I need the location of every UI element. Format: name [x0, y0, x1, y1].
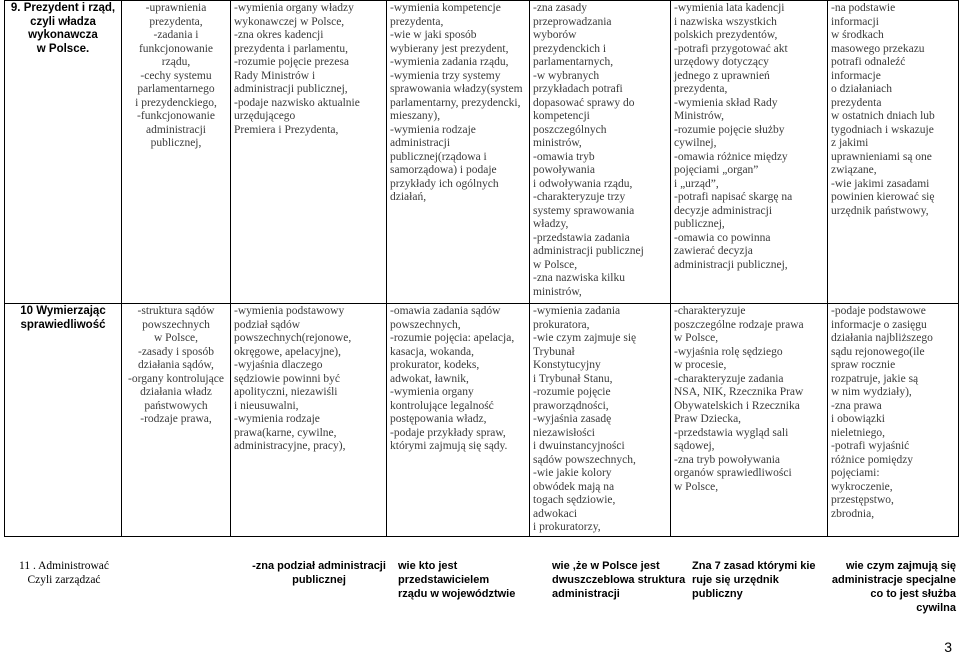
topic-title: 10 Wymierzając sprawiedliwość [20, 305, 106, 331]
topic-title: 9. Prezydent i rząd, czyli władza wykonawcza w Polsce. [10, 2, 116, 55]
requirement-cell [530, 1, 671, 304]
requirement-cell [828, 304, 959, 537]
topic-title: 11 . Administrować Czyli zarządzać [19, 560, 109, 586]
topic-cell [5, 1, 122, 304]
requirement-text: -omawia zadania sądów powszechnych, -rozumie pojęcia: apelacja, kasacja, wokanda, prokurator, kodeks, adwokat, ławnik, -wymienia organy kontrolujące legalność postępowania władz, -podaje przykłady spraw, którymi zajmują się sądy. [390, 305, 515, 452]
requirement-cell [231, 304, 387, 537]
content-text: -struktura sądów powszechnych w Polsce, -zasady i sposób działania sądów, -organy kontrolujące działania władz państwowych -rodzaje prawa, [128, 305, 224, 425]
requirement-text: -zna podział administracji publicznej [252, 560, 386, 586]
requirement-cell [231, 1, 387, 304]
table-row [5, 304, 959, 537]
content-cell [122, 304, 231, 537]
requirement-text: -zna zasady przeprowadzania wyborów prezydenckich i parlamentarnych, -w wybranych przykładach potrafi dopasować sprawy do kompetencji poszczególnych ministrów, -omawia tryb powoływania i odwoływania rządu, -charakteryzuje trzy systemy sprawowania władzy, -przedstawia zadania administracji publicznej w Polsce, -zna nazwiska kilku ministrów, [533, 2, 644, 298]
requirement-cell [671, 304, 828, 537]
requirement-cell [387, 1, 530, 304]
requirement-text: Zna 7 zasad którymi kie ruje się urzędnik publiczny [692, 560, 816, 600]
requirement-cell [828, 1, 959, 304]
requirement-text: wie czym zajmują się administracje specjalne co to jest służba cywilna [831, 560, 956, 614]
content-text: -uprawnienia prezydenta, -zadania i funkcjonowanie rządu, -cechy systemu parlamentarnego i prezydenckiego, -funkcjonowanie administracji publicznej, [135, 2, 217, 149]
requirement-text: -wymienia organy władzy wykonawczej w Polsce, -zna okres kadencji prezydenta i parlamentu, -rozumie pojęcie prezesa Rady Ministrów i administracji publicznej, -podaje nazwisko aktualnie urzędującego Premiera i Prezydenta, [234, 2, 360, 136]
requirement-text: wie kto jest przedstawicielem rządu w województwie [398, 560, 516, 600]
unframed-topic-row [0, 559, 960, 614]
requirement-text: -charakteryzuje poszczególne rodzaje prawa w Polsce, -wyjaśnia rolę sędziego w procesie, -charakteryzuje zadania NSA, NIK, Rzecznika Praw Obywatelskich i Rzecznika Praw Dziecka, -przedstawia wygląd sali sądowej, -zna tryb powoływania organów sprawiedliwości w Polsce, [674, 305, 804, 493]
page-number: 3 [944, 639, 952, 655]
requirement-cell [671, 1, 828, 304]
table-row [5, 1, 959, 304]
curriculum-table [4, 0, 959, 537]
requirement-text: -na podstawie informacji w środkach masowego przekazu potrafi odnaleźć informacje o działaniach prezydenta w ostatnich dniach lub tygodniach i wskazuje z jakimi uprawnieniami są one związane, -wie jakimi zasadami powinien kierować się urzędnik państwowy, [831, 2, 935, 217]
requirement-cell [387, 304, 530, 537]
content-cell [122, 1, 231, 304]
requirement-text: -wymienia kompetencje prezydenta, -wie w jaki sposób wybierany jest prezydent, -wymienia zadania rządu, -wymienia trzy systemy sprawowania władzy(system parlamentarny, prezydencki, mieszany), -wymienia rodzaje administracji publicznej(rządowa i samorządowa) i podaje przykłady ich ogólnych działań, [390, 2, 523, 203]
requirement-text: -wymienia lata kadencji i nazwiska wszystkich polskich prezydentów, -potrafi przygotować akt urzędowy dotyczący jednego z uprawnień prezydenta, -wymienia skład Rady Ministrów, -rozumie pojęcie służby cywilnej, -omawia różnice między pojęciami „organ” i „urząd”, -potrafi napisać skargę na decyzje administracji publicznej, -omawia co powinna zawierać decyzja administracji publicznej, [674, 2, 793, 271]
requirement-cell [530, 304, 671, 537]
topic-cell [5, 304, 122, 537]
requirement-text: -wymienia zadania prokuratora, -wie czym zajmuje się Trybunał Konstytucyjny i Trybunał Stanu, -rozumie pojęcie praworządności, -wyjaśnia zasadę niezawisłości i dwuinstancyjności sądów powszechnych, -wie jakie kolory obwódek mają na togach sędziowie, adwokaci i prokuratorzy, [533, 305, 637, 533]
requirement-text: -wymienia podstawowy podział sądów powszechnych(rejonowe, okręgowe, apelacyjne), -wyjaśnia dlaczego sędziowie powinni być apolityczni, niezawiśli i nieusuwalni, -wymienia rodzaje prawa(karne, cywilne, administracyjne, pracy), [234, 305, 352, 452]
requirement-text: wie ,że w Polsce jest dwuszczeblowa struktura administracji [552, 560, 686, 600]
requirement-text: -podaje podstawowe informacje o zasięgu działania najbliższego sądu rejonowego(ile spraw rocznie rozpatruje, jakie są w nim wydziały), -zna prawa i obowiązki nieletniego, -potrafi wyjaśnić różnice pomiędzy pojęciami: wykroczenie, przestępstwo, zbrodnia, [831, 305, 933, 520]
